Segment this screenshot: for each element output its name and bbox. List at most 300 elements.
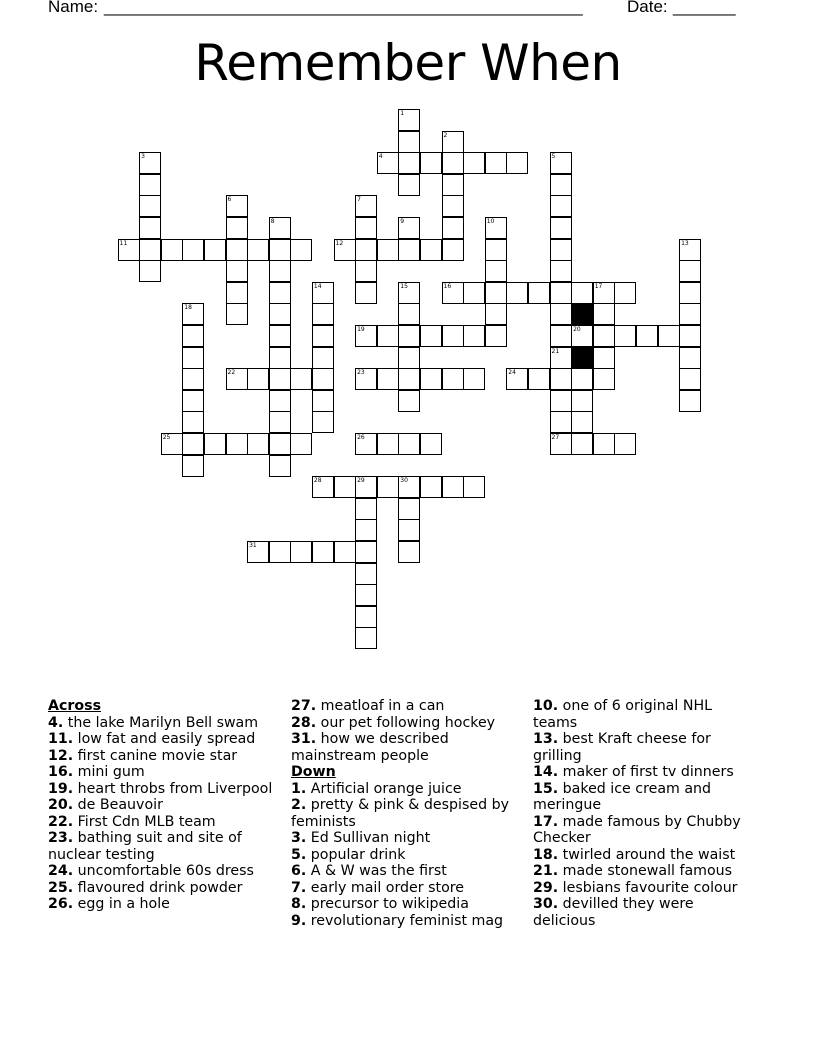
grid-cell[interactable]	[377, 325, 399, 347]
grid-cell[interactable]	[420, 368, 442, 390]
grid-cell[interactable]	[312, 325, 334, 347]
clue-item	[291, 715, 521, 732]
grid-cell[interactable]	[355, 260, 377, 282]
grid-cell[interactable]	[463, 325, 485, 347]
grid-cell[interactable]	[593, 282, 615, 304]
clue-item	[533, 814, 748, 847]
grid-cell[interactable]	[269, 260, 291, 282]
grid-cell[interactable]	[269, 455, 291, 477]
grid-cell[interactable]	[139, 217, 161, 239]
grid-cell[interactable]	[420, 476, 442, 498]
grid-cell[interactable]	[398, 433, 420, 455]
grid-cell[interactable]	[290, 368, 312, 390]
grid-cell[interactable]	[355, 584, 377, 606]
clue-item	[291, 731, 521, 764]
clue-number: 4	[378, 153, 383, 161]
clue-item	[48, 863, 278, 880]
grid-cell[interactable]	[334, 541, 356, 563]
grid-cell[interactable]	[355, 195, 377, 217]
grid-cell[interactable]	[182, 390, 204, 412]
grid-cell[interactable]	[593, 303, 615, 325]
grid-cell[interactable]	[420, 325, 442, 347]
clue-item	[48, 781, 278, 798]
grid-cell[interactable]	[269, 217, 291, 239]
grid-cell[interactable]	[420, 433, 442, 455]
grid-cell[interactable]	[679, 325, 701, 347]
clue-item	[533, 698, 748, 731]
grid-cell[interactable]	[398, 368, 420, 390]
grid-cell[interactable]	[658, 325, 680, 347]
grid-cell[interactable]	[571, 411, 593, 433]
clue-number: 22	[227, 369, 236, 377]
grid-cell[interactable]	[377, 152, 399, 174]
grid-cell[interactable]	[355, 541, 377, 563]
grid-cell[interactable]	[312, 347, 334, 369]
grid-cell[interactable]	[226, 260, 248, 282]
grid-cell[interactable]	[550, 152, 572, 174]
clue-item	[48, 880, 278, 897]
grid-cell[interactable]	[550, 239, 572, 261]
clue-number: 14.	[533, 764, 559, 780]
clue-number: 24	[508, 369, 516, 377]
grid-cell[interactable]	[139, 174, 161, 196]
clue-number: 7	[357, 196, 361, 204]
clue-item	[291, 781, 521, 798]
clue-number: 11	[119, 239, 128, 247]
clue-item	[48, 830, 278, 863]
grid-cell[interactable]	[398, 109, 420, 131]
grid-cell[interactable]	[139, 195, 161, 217]
grid-cell[interactable]	[247, 368, 269, 390]
clue-text: uncomfortable 60s dress	[77, 863, 254, 879]
clue-number: 21	[551, 347, 560, 355]
grid-cell[interactable]	[377, 239, 399, 261]
clue-text: twirled around the waist	[562, 846, 736, 863]
grid-cell[interactable]	[679, 390, 701, 412]
clue-number: 30	[400, 477, 408, 485]
grid-cell[interactable]	[420, 239, 442, 261]
clue-number: 5	[551, 153, 556, 161]
clue-text: how we described mainstream people	[291, 731, 449, 764]
clue-number: 27.	[291, 698, 317, 714]
grid-cell[interactable]	[226, 239, 248, 261]
clue-number: 21.	[533, 863, 559, 879]
clue-number: 2.	[291, 797, 307, 813]
grid-cell[interactable]	[636, 325, 658, 347]
grid-cell[interactable]	[398, 519, 420, 541]
clue-item	[48, 764, 278, 781]
grid-cell[interactable]	[550, 303, 572, 325]
grid-cell[interactable]	[442, 239, 464, 261]
grid-cell[interactable]	[679, 303, 701, 325]
grid-cell[interactable]	[161, 239, 183, 261]
black-cell	[571, 303, 593, 325]
grid-cell[interactable]	[312, 541, 334, 563]
date-field[interactable]: _______	[673, 0, 735, 16]
clue-text: our pet following hockey	[320, 714, 496, 731]
grid-cell[interactable]	[463, 476, 485, 498]
grid-cell[interactable]	[247, 239, 269, 261]
grid-cell[interactable]	[398, 476, 420, 498]
grid-cell[interactable]	[247, 433, 269, 455]
grid-cell[interactable]	[182, 455, 204, 477]
clue-text: maker of first tv dinners	[562, 764, 734, 780]
clue-item	[533, 847, 748, 864]
grid-cell[interactable]	[139, 260, 161, 282]
grid-cell[interactable]	[485, 260, 507, 282]
grid-cell[interactable]	[355, 433, 377, 455]
grid-cell[interactable]	[182, 347, 204, 369]
clue-number: 17	[594, 282, 603, 290]
grid-cell[interactable]	[355, 606, 377, 628]
clue-number: 19	[357, 326, 365, 333]
grid-cell[interactable]	[269, 390, 291, 412]
grid-cell[interactable]	[269, 347, 291, 369]
grid-cell[interactable]	[247, 541, 269, 563]
clue-item	[48, 715, 278, 732]
grid-cell[interactable]	[182, 303, 204, 325]
grid-cell[interactable]	[355, 368, 377, 390]
clue-number: 9.	[291, 912, 307, 929]
grid-cell[interactable]	[290, 433, 312, 455]
grid-cell[interactable]	[355, 325, 377, 347]
grid-cell[interactable]	[398, 541, 420, 563]
grid-cell[interactable]	[355, 476, 377, 498]
grid-cell[interactable]	[312, 303, 334, 325]
grid-cell[interactable]	[182, 368, 204, 390]
grid-cell[interactable]	[161, 433, 183, 455]
grid-cell[interactable]	[182, 411, 204, 433]
grid-cell[interactable]	[377, 476, 399, 498]
down-heading: Down	[291, 764, 336, 780]
grid-cell[interactable]	[334, 239, 356, 261]
clue-text: popular drink	[310, 846, 406, 863]
grid-cell[interactable]	[550, 368, 572, 390]
clue-number: 9	[400, 218, 405, 225]
clue-text: first canine movie star	[77, 747, 238, 764]
name-label: Name:	[48, 0, 99, 16]
grid-cell[interactable]	[226, 303, 248, 325]
grid-cell[interactable]	[355, 217, 377, 239]
grid-cell[interactable]	[485, 217, 507, 239]
clue-text: egg in a hole	[77, 896, 170, 912]
clue-number: 26.	[48, 896, 74, 912]
grid-cell[interactable]	[614, 433, 636, 455]
grid-cell[interactable]	[182, 325, 204, 347]
clue-number: 19.	[48, 780, 74, 797]
grid-cell[interactable]	[290, 541, 312, 563]
clue-text: heart throbs from Liverpool	[77, 780, 273, 797]
grid-cell[interactable]	[355, 563, 377, 585]
grid-cell[interactable]	[398, 390, 420, 412]
clue-number: 7.	[291, 879, 307, 896]
grid-cell[interactable]	[550, 411, 572, 433]
clue-item	[48, 797, 278, 814]
grid-cell[interactable]	[182, 433, 204, 455]
clue-text: made famous by Chubby Checker	[533, 813, 741, 846]
grid-cell[interactable]	[571, 325, 593, 347]
clue-item	[533, 764, 748, 781]
clue-number: 6.	[291, 863, 307, 879]
grid-cell[interactable]	[679, 239, 701, 261]
grid-cell[interactable]	[442, 368, 464, 390]
grid-cell[interactable]	[182, 239, 204, 261]
grid-cell[interactable]	[485, 282, 507, 304]
clue-number: 12.	[48, 747, 74, 764]
clue-number: 26	[357, 434, 365, 441]
grid-cell[interactable]	[679, 368, 701, 390]
grid-cell[interactable]	[139, 152, 161, 174]
clue-text: devilled they were delicious	[533, 896, 694, 929]
clue-item	[533, 896, 748, 929]
grid-cell[interactable]	[398, 347, 420, 369]
clue-item	[533, 880, 748, 897]
grid-cell[interactable]	[571, 390, 593, 412]
clue-text: made stonewall famous	[562, 863, 733, 879]
grid-cell[interactable]	[571, 368, 593, 390]
grid-cell[interactable]	[312, 476, 334, 498]
grid-cell[interactable]	[398, 239, 420, 261]
grid-cell[interactable]	[269, 368, 291, 390]
black-cell	[571, 347, 593, 369]
clue-number: 25.	[48, 879, 74, 896]
clue-text: First Cdn MLB team	[77, 813, 216, 830]
grid-cell[interactable]	[269, 411, 291, 433]
clue-number: 1.	[291, 780, 307, 797]
grid-cell[interactable]	[355, 627, 377, 649]
grid-cell[interactable]	[312, 368, 334, 390]
clue-number: 27	[551, 434, 560, 441]
grid-cell[interactable]	[463, 282, 485, 304]
grid-cell[interactable]	[463, 152, 485, 174]
clue-text: Ed Sullivan night	[310, 830, 431, 846]
clue-number: 3	[141, 153, 145, 161]
clue-text: precursor to wikipedia	[310, 896, 469, 912]
clue-number: 3.	[291, 830, 307, 846]
clues-column-2	[291, 698, 521, 929]
grid-cell[interactable]	[442, 174, 464, 196]
clue-number: 28.	[291, 714, 317, 731]
clue-number: 20	[573, 326, 581, 333]
grid-cell[interactable]	[593, 347, 615, 369]
grid-cell[interactable]	[679, 260, 701, 282]
grid-cell[interactable]	[593, 433, 615, 455]
clue-number: 1	[400, 110, 405, 117]
grid-cell[interactable]	[442, 282, 464, 304]
clue-number: 28	[313, 477, 322, 485]
grid-cell[interactable]	[442, 131, 464, 153]
grid-cell[interactable]	[398, 217, 420, 239]
grid-cell[interactable]	[398, 325, 420, 347]
grid-cell[interactable]	[269, 325, 291, 347]
clue-item	[291, 847, 521, 864]
clue-text: revolutionary feminist mag	[310, 912, 504, 929]
grid-cell[interactable]	[550, 260, 572, 282]
clue-number: 18.	[533, 846, 559, 863]
clue-number: 31	[249, 542, 257, 549]
clue-number: 6	[227, 196, 232, 204]
clue-number: 10	[486, 218, 495, 225]
grid-cell[interactable]	[442, 152, 464, 174]
grid-cell[interactable]	[614, 325, 636, 347]
grid-cell[interactable]	[506, 368, 528, 390]
grid-cell[interactable]	[312, 282, 334, 304]
clue-number: 30.	[533, 896, 559, 912]
grid-cell[interactable]	[398, 282, 420, 304]
grid-cell[interactable]	[398, 174, 420, 196]
grid-cell[interactable]	[550, 195, 572, 217]
grid-cell[interactable]	[420, 152, 442, 174]
grid-cell[interactable]	[226, 282, 248, 304]
grid-cell[interactable]	[377, 433, 399, 455]
grid-cell[interactable]	[550, 347, 572, 369]
grid-cell[interactable]	[442, 476, 464, 498]
clues-column-1	[48, 698, 278, 913]
clue-item	[48, 731, 278, 748]
clue-number: 23	[357, 369, 365, 377]
clue-number: 15.	[533, 780, 559, 797]
grid-cell[interactable]	[550, 325, 572, 347]
grid-cell[interactable]	[679, 347, 701, 369]
grid-cell[interactable]	[355, 519, 377, 541]
clue-number: 8	[270, 218, 275, 225]
grid-cell[interactable]	[550, 433, 572, 455]
page-title: Remember When	[194, 34, 622, 92]
grid-cell[interactable]	[398, 498, 420, 520]
clue-text: meatloaf in a can	[320, 698, 445, 714]
grid-cell[interactable]	[485, 152, 507, 174]
clue-number: 20.	[48, 797, 74, 813]
clue-text: early mail order store	[310, 879, 465, 896]
grid-cell[interactable]	[485, 303, 507, 325]
grid-cell[interactable]	[550, 217, 572, 239]
grid-cell[interactable]	[334, 476, 356, 498]
grid-cell[interactable]	[398, 131, 420, 153]
grid-cell[interactable]	[679, 282, 701, 304]
clue-number: 25	[162, 434, 171, 441]
clue-number: 15	[400, 282, 408, 290]
clue-text: best Kraft cheese for grilling	[533, 731, 711, 764]
clue-item	[533, 781, 748, 814]
across-heading: Across	[48, 698, 102, 714]
clue-item	[291, 880, 521, 897]
grid-cell[interactable]	[269, 433, 291, 455]
grid-cell[interactable]	[269, 303, 291, 325]
grid-cell[interactable]	[290, 239, 312, 261]
grid-cell[interactable]	[506, 152, 528, 174]
clues-column-3	[533, 698, 748, 929]
grid-cell[interactable]	[118, 239, 140, 261]
clue-number: 8.	[291, 896, 307, 912]
clue-number: 16.	[48, 764, 74, 780]
grid-cell[interactable]	[571, 282, 593, 304]
clue-item	[48, 748, 278, 765]
clue-item	[291, 913, 521, 930]
grid-cell[interactable]	[485, 325, 507, 347]
grid-cell[interactable]	[377, 368, 399, 390]
grid-cell[interactable]	[269, 239, 291, 261]
clue-item	[291, 830, 521, 847]
grid-cell[interactable]	[204, 239, 226, 261]
clue-item	[291, 896, 521, 913]
grid-cell[interactable]	[593, 368, 615, 390]
grid-cell[interactable]	[550, 174, 572, 196]
clue-text: mini gum	[77, 764, 145, 780]
clue-text: Artificial orange juice	[310, 780, 462, 797]
clue-text: low fat and easily spread	[77, 731, 256, 747]
grid-cell[interactable]	[485, 239, 507, 261]
grid-cell[interactable]	[528, 368, 550, 390]
clue-number: 11.	[48, 731, 74, 747]
grid-cell[interactable]	[269, 282, 291, 304]
grid-cell[interactable]	[355, 498, 377, 520]
grid-cell[interactable]	[139, 239, 161, 261]
clue-item	[533, 863, 748, 880]
clue-text: flavoured drink powder	[77, 879, 243, 896]
grid-cell[interactable]	[226, 368, 248, 390]
grid-cell[interactable]	[550, 282, 572, 304]
grid-cell[interactable]	[355, 239, 377, 261]
clue-text: lesbians favourite colour	[562, 879, 738, 896]
clue-item	[48, 896, 278, 913]
grid-cell[interactable]	[442, 195, 464, 217]
clue-number: 13	[681, 239, 689, 247]
grid-cell[interactable]	[226, 217, 248, 239]
clue-number: 2	[443, 131, 448, 139]
grid-cell[interactable]	[269, 541, 291, 563]
clue-number: 10.	[533, 698, 559, 714]
clue-item	[48, 814, 278, 831]
grid-cell[interactable]	[593, 325, 615, 347]
grid-cell[interactable]	[442, 325, 464, 347]
grid-cell[interactable]	[506, 282, 528, 304]
grid-cell[interactable]	[442, 217, 464, 239]
clue-number: 12	[335, 239, 344, 247]
grid-cell[interactable]	[355, 282, 377, 304]
grid-cell[interactable]	[312, 390, 334, 412]
grid-cell[interactable]	[226, 195, 248, 217]
clue-text: the lake Marilyn Bell swam	[67, 714, 259, 731]
name-field[interactable]: ______________________________________________________	[104, 0, 583, 16]
clue-number: 18	[184, 304, 192, 312]
clue-number: 14	[313, 282, 322, 290]
clue-text: bathing suit and site of nuclear testing	[48, 830, 242, 863]
clue-number: 23.	[48, 830, 74, 846]
clue-number: 16	[443, 282, 452, 290]
grid-cell[interactable]	[204, 433, 226, 455]
date-label: Date:	[627, 0, 668, 16]
grid-cell[interactable]	[398, 152, 420, 174]
clue-text: baked ice cream and meringue	[533, 780, 712, 813]
clue-text: pretty & pink & despised by feminists	[291, 797, 509, 830]
grid-cell[interactable]	[528, 282, 550, 304]
clue-number: 29.	[533, 879, 559, 896]
grid-cell[interactable]	[550, 390, 572, 412]
clue-text: de Beauvoir	[77, 797, 163, 813]
grid-cell[interactable]	[226, 433, 248, 455]
clue-number: 5.	[291, 846, 307, 863]
clue-item	[533, 731, 748, 764]
clue-text: A & W was the first	[310, 863, 447, 879]
grid-cell[interactable]	[571, 433, 593, 455]
clue-number: 29	[357, 477, 365, 485]
grid-cell[interactable]	[312, 411, 334, 433]
grid-cell[interactable]	[398, 303, 420, 325]
grid-cell[interactable]	[614, 282, 636, 304]
grid-cell[interactable]	[463, 368, 485, 390]
clue-text: one of 6 original NHL teams	[533, 698, 713, 731]
clue-number: 17.	[533, 813, 559, 830]
